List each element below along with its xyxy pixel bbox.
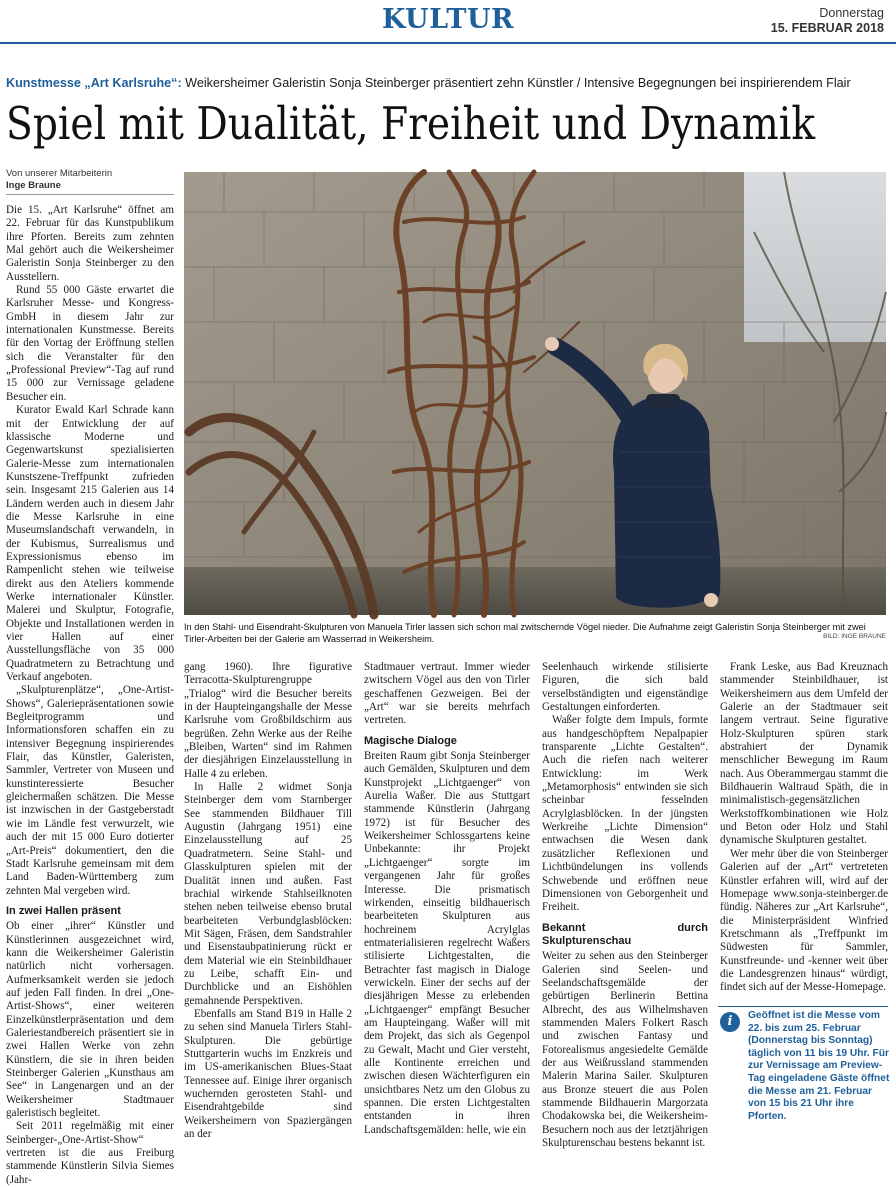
text-column-5 bbox=[720, 661, 888, 995]
info-box-text: Geöffnet ist die Messe vom 22. bis zum 25. Februar (Donnerstag bis Sonntag) täglich von 11 bis 19 Uhr. Für zur Vernissage am Preview-Tag eingeladene Gäste öffnet die Messe am 21. Februar von 15 bis 21 Uhr ihre Pforten. bbox=[748, 1010, 890, 1122]
subheading: Bekannt durch Skulpturenschau bbox=[542, 921, 708, 947]
paragraph: Seelenhauch wirkende stilisierte Figuren, die sich bald verselbständigten und eigenständige Gestaltungen einforderten. bbox=[542, 661, 708, 714]
byline-prefix: Von unserer Mitarbeiterin bbox=[6, 168, 113, 179]
paragraph: Ebenfalls am Stand B19 in Halle 2 zu sehen sind Manuela Tirlers Stahl-Skulpturen. Die gebürtige Stuttgarterin wuchs im Enzkreis und im US-amerikanischen Blues-Staat Tennessee auf. Einige ihrer organisch wuchernden gerosteten Stahl- und Eisendrahtgebilde sind Weikersheimern von Spaziergängen an der bbox=[184, 1007, 352, 1141]
issue-date: 15. FEBRUAR 2018 bbox=[770, 21, 884, 35]
text-column-3 bbox=[364, 661, 530, 1137]
text-column-2 bbox=[184, 661, 352, 1141]
paragraph: Kurator Ewald Karl Schrade kann mit der Entwicklung der auf klassische Moderne und Gegenwartskunst spezialisierten Galerie-Messe zum internationalen Kunstszene-Treffpunkt zufrieden sein. Insgesamt 215 Galerien aus 14 Ländern werden auch in diesem Jahr die Messe Karlsruhe in eine Museumslandschaft verwandeln, in der Kubismus, Surrealismus und Expressionismus ebenso im Rampenlicht stehen wie teilweise direkt aus den Ateliers kommende Werke internationaler Künstler. Malerei und Skulptur, Fotografie, Objekte und Installationen werden in vier Hallen auf einer Ausstellungsfläche von 35 000 Quadratmetern zu Betrachtung und Verkauf angeboten. bbox=[6, 404, 174, 684]
info-icon: i bbox=[720, 1012, 740, 1032]
paragraph: Breiten Raum gibt Sonja Steinberger auch Gemälden, Skulpturen und dem Kunstprojekt „Lichtgaenger“ von Aurelia Waßer. Die aus Stuttgart stammende Künstlerin (Jahrgang 1972) ist für Besucher des Weikersheimer Schlossgartens keine Unbekannte: ihr Projekt „Lichtgaenger“ sorgte im vergangenen Jahr für großes Interesse. Die prismatisch wirkenden, einseitig bildhauerisch bearbeiteten Skulpturen aus hochreinem Acrylglas entmaterialisieren regelrecht Waßers stilisierte Lichtgestalten, die Betrachter fast magisch in Dialoge verwickeln. Einer der sechs auf der diesjährigen Messe zu erlebenden „Lichtgaenger“ empfängt Besucher am Haupteingang. Waßer will mit dem Projekt, das sich als Gegenpol zu Gewalt, Macht und Gier versteht, alle Kontinente erreichen und zwischen diesen Wächterfiguren ein unsichtbares Netz um den Globus zu spannen. Die ersten Lichtgestalten entstanden in ihren Landschaftsgemälden: helle, wie ein bbox=[364, 750, 530, 1136]
kicker bbox=[6, 76, 890, 90]
text-column-4 bbox=[542, 661, 708, 1150]
kicker-lead: Kunstmesse „Art Karlsruhe“: bbox=[6, 76, 182, 90]
paragraph: Ob einer „ihrer“ Künstler und Künstlerinnen ausgezeichnet wird, kann die Weikersheimer Galeristin natürlich nicht vorhersagen. Aufmerksamkeit werden sie jedoch auf jeden Fall finden. In drei „One-Artist-Shows“, einer weiteren Einzelkünstlerpräsentation und dem Galeriestandbereich präsentiert sie in zwei Hallen Werke von zehn Künstlern, die sie in ihren beiden Steinberger Galerien „Kunsthaus am See“ in Langenargen und an der Weikersheimer Stadtmauer galeristisch begleitet. bbox=[6, 920, 174, 1120]
header-rule bbox=[0, 42, 896, 44]
article-photo bbox=[184, 172, 886, 615]
photo-illustration bbox=[184, 172, 886, 615]
info-divider bbox=[718, 1006, 888, 1007]
headline: Spiel mit Dualität, Freiheit und Dynamik bbox=[6, 97, 816, 150]
paragraph: Rund 55 000 Gäste erwartet die Karlsruher Messe- und Kongress-GmbH in diesem Jahr zur internationalen Kunstmesse. Bereits für den Vortag der Eröffnung stellen sich die Veranstalter für den „Professional Preview“-Tag auf rund 15 000 zur Vernissage geladene Besucher ein. bbox=[6, 284, 174, 403]
paragraph: Wer mehr über die von Steinberger Galerien auf der „Art“ vertreteten Künstler erfahren will, wird auf der Homepage www.sonja-steinberger.de fündig. Näheres zur „Art Karlsruhe“, die Ministerpräsident Winfried Kretschmann als „Treffpunkt im Südwesten für Sammler, Kunstfreunde- und -kenner weit über die Landesgrenzen hinaus“ würdigt, findet sich auf der Messe-Homepage. bbox=[720, 847, 888, 994]
paragraph: Die 15. „Art Karlsruhe“ öffnet am 22. Februar für das Kunstpublikum ihre Pforten. Bereits zum zehnten Mal gehört auch die Weikersheimer Galeristin Sonja Steinberger zu den Ausstellern. bbox=[6, 204, 174, 283]
subheading: Magische Dialoge bbox=[364, 734, 457, 747]
section-title: KULTUR bbox=[382, 4, 514, 35]
issue-day: Donnerstag bbox=[819, 6, 884, 20]
kicker-text: Weikersheimer Galeristin Sonja Steinberger präsentiert zehn Künstler / Intensive Begegnungen bei inspirierendem Flair bbox=[181, 76, 851, 90]
paragraph: „Skulpturenplätze“, „One-Artist-Shows“, Galeriepräsentationen sowie Begleitprogramm und Informationsforen schaffen ein zu intensiver Begegnung inspirierendes Flair, das Künstler, Galeristen, Sammler, Vertreter von Museen und kunstinteressierte Besucher gleichermaßen schätzen. Die Messe ist inzwischen in der Gastgeberstadt wie im Ländle fest verwurzelt, wie auch der mit 15 000 Euro dotierter „Art-Preis“ dokumentiert, den die Stadt Karlsruhe gemeinsam mit dem Land Baden-Württemberg zum zehnten Mal vergeben wird. bbox=[6, 684, 174, 897]
paragraph: gang 1960). Ihre figurative Terracotta-Skulpturengruppe „Trialog“ wird die Besucher bereits in der Haupteingangshalle der Messe Karlsruhe vom Großbildschirm aus begrüßen. Zehn Werke aus der Reihe „Bleiben, Warten“ sind im Rahmen der diesjährigen Einzelausstellung in Halle 4 zu erleben. bbox=[184, 661, 352, 780]
paragraph: Stadtmauer vertraut. Immer wieder zwitschern Vögel aus den von Tirler geschaffenen Gezweigen. Bei der „Art“ war sie bereits mehrfach vertreten. bbox=[364, 661, 530, 727]
photo-credit: BILD: INGE BRAUNE bbox=[823, 633, 886, 640]
byline-divider bbox=[6, 194, 174, 195]
paragraph: Seit 2011 regelmäßig mit einer Seinberger-„One-Artist-Show“ vertreten ist die aus Freiburg stammende Künstlerin Silvia Siemes (Jahr- bbox=[6, 1120, 174, 1186]
subheading: In zwei Hallen präsent bbox=[6, 904, 121, 917]
paragraph: In Halle 2 widmet Sonja Steinberger dem vom Starnberger See stammenden Bildhauer Till Augustin (Jahrgang 1951) eine Einzelausstellung auf 25 Quadratmetern. Seine Stahl- und Glasskulpturen spielen mit der Dualität innen und außen. Fast brachial wirkende Stahlseilknoten stehen neben teilweise ebenso brutal bearbeiteten Verbundglasblöcken: Mit Sägen, Fräsen, dem Sandstrahler und Eisenstaubpatinierung rückt er dem Material wie ein Steinbildhauer zu Leibe, schafft Ein- und Durchblicke und an Eishöhlen gemahnende Perspektiven. bbox=[184, 781, 352, 1007]
photo-caption: In den Stahl- und Eisendraht-Skulpturen von Manuela Tirler lassen sich schon mal zwitschernde Vögel nieder. Die Aufnahme zeigt Galeristin Sonja Steinberger mit zwei Tirler-Arbeiten bei der Galerie am Wasserrad in Weikersheim. bbox=[184, 622, 866, 644]
byline-author: Inge Braune bbox=[6, 180, 61, 191]
text-column-1 bbox=[6, 204, 174, 1187]
paragraph: Frank Leske, aus Bad Kreuznach stammender Steinbildhauer, ist Weikersheimern aus dem Umfeld der Galerie an der Stadtmauer seit langem vertraut. Seine figurative Holz-Skulpturen spüren stark abstrahiert der Dynamik menschlicher Bewegung im Raum nach. Aus Oberammergau stammt die Bildhauerin Waltraud Späth, die in minimalistisch-gegensätzlichen Werkstoffkombinationen wie Holz und Beton oder Holz und Stahl dynamische Skulpturen gestaltet. bbox=[720, 661, 888, 847]
paragraph: Waßer folgte dem Impuls, formte aus handgeschöpftem Nepalpapier transparente „Lichte Gestalten“. Auch die riefen nach weiterer Entwicklung: im Werk „Metamorphosis“ entwinden sie sich scheinbar fesselnden Acrylglasblöcken. In der jüngsten Werkreihe „Lichte Dimension“ entwachsen die Wesen dank zusätzlicher Reflexionen und Lichtbündelungen ins vollends Schwebende und eröffnen neue Dimensionen von Geborgenheit und Freiheit. bbox=[542, 714, 708, 914]
paragraph: Weiter zu sehen aus den Steinberger Galerien sind Seelen- und Seelandschaftsgemälde der gebürtigen Berlinerin Bettina Albrecht, des aus Wilhelmshaven stammenden Malers Folkert Rasch und zwischen Fantasy und Fotorealismus angesiedelte Gemälde der aus Weißrussland stammenden Malerin Marina Sailer. Skulpturen aus Bronze steuert die aus Polen stammende Bildhauerin Margorzata Chodakowska bei, die Weikersheim-Besuchern noch aus der letztjährigen Skulpturenschau bestens bekannt ist. bbox=[542, 950, 708, 1150]
